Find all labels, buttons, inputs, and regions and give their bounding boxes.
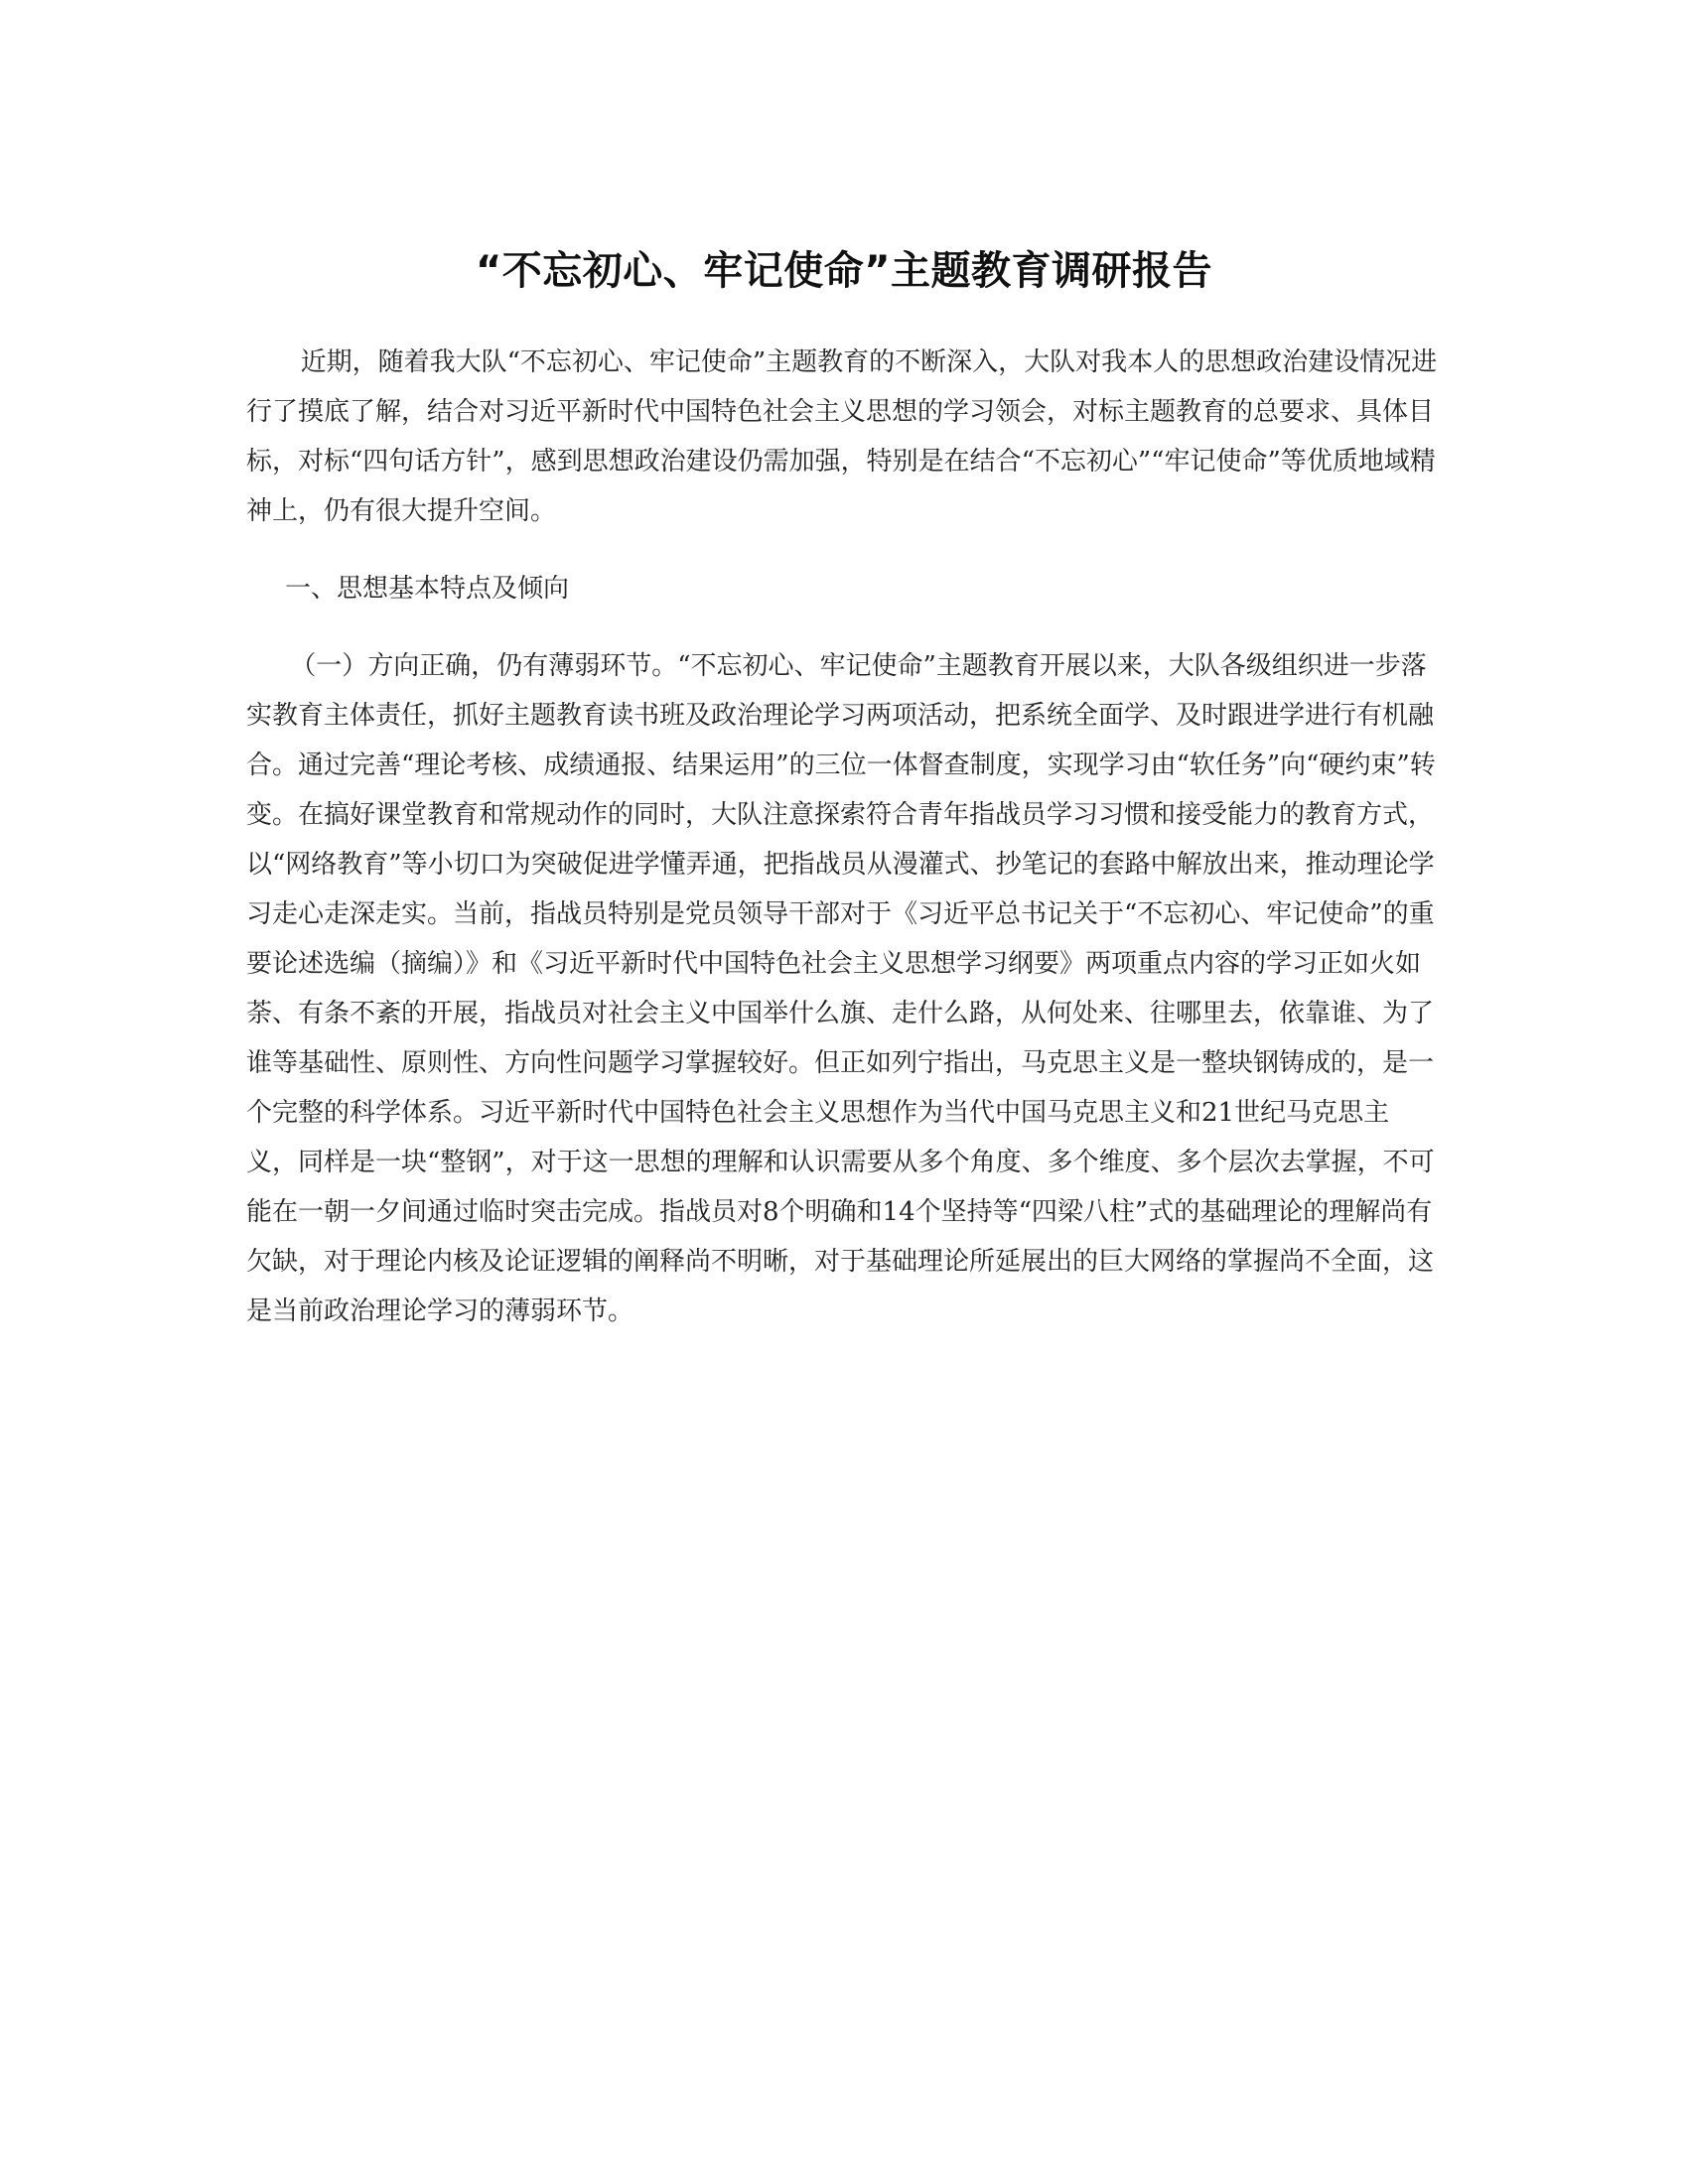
intro-paragraph: 近期，随着我大队“不忘初心、牢记使命”主题教育的不断深入，大队对我本人的思想政治建设情况进行了摸底了解，结合对习近平新时代中国特色社会主义思想的学习领会，对标主题教育的总要求、具体目标，对标“四句话方针”，感到思想政治建设仍需加强，特别是在结合“不忘初心”“牢记使命”等优质地域精神上，仍有很大提升空间。 [246,347,1438,526]
subsection-paragraph: （一）方向正确，仍有薄弱环节。“不忘初心、牢记使命”主题教育开展以来，大队各级组织进一步落实教育主体责任，抓好主题教育读书班及政治理论学习两项活动，把系统全面学、及时跟进学进行有机融合。通过完善“理论考核、成绩通报、结果运用”的三位一体督查制度，实现学习由“软任务”向“硬约束”转变。在搞好课堂教育和常规动作的同时，大队注意探索符合青年指战员学习习惯和接受能力的教育方式，以“网络教育”等小切口为突破促进学懂弄通，把指战员从漫灌式、抄笔记的套路中解放出来，推动理论学习走心走深走实。当前，指战员特别是党员领导干部对于《习近平总书记关于“不忘初心、牢记使命”的重要论述选编（摘编）》和《习近平新时代中国特色社会主义思想学习纲要》两项重点内容的学习正如火如荼、有条不紊的开展，指战员对社会主义中国举什么旗、走什么路，从何处来、往哪里去，依靠谁、为了谁等基础性、原则性、方向性问题学习掌握较好。但正如列宁指出，马克思主义是一整块钢铸成的，是一个完整的科学体系。习近平新时代中国特色社会主义思想作为当代中国马克思主义和21世纪马克思主义，同样是一块“整钢”，对于这一思想的理解和认识需要从多个角度、多个维度、多个层次去掌握，不可能在一朝一夕间通过临时突击完成。指战员对8个明确和14个坚持等“四梁八柱”式的基础理论的理解尚有欠缺，对于理论内核及论证逻辑的阐释尚不明晰，对于基础理论所延展出的巨大网络的掌握尚不全面，这是当前政治理论学习的薄弱环节。 [246,651,1436,1326]
document-body [246,338,1438,1336]
section-heading: 一、思想基本特点及倾向 [285,574,570,604]
document-title: “不忘初心、牢记使命”主题教育调研报告 [475,247,1213,294]
